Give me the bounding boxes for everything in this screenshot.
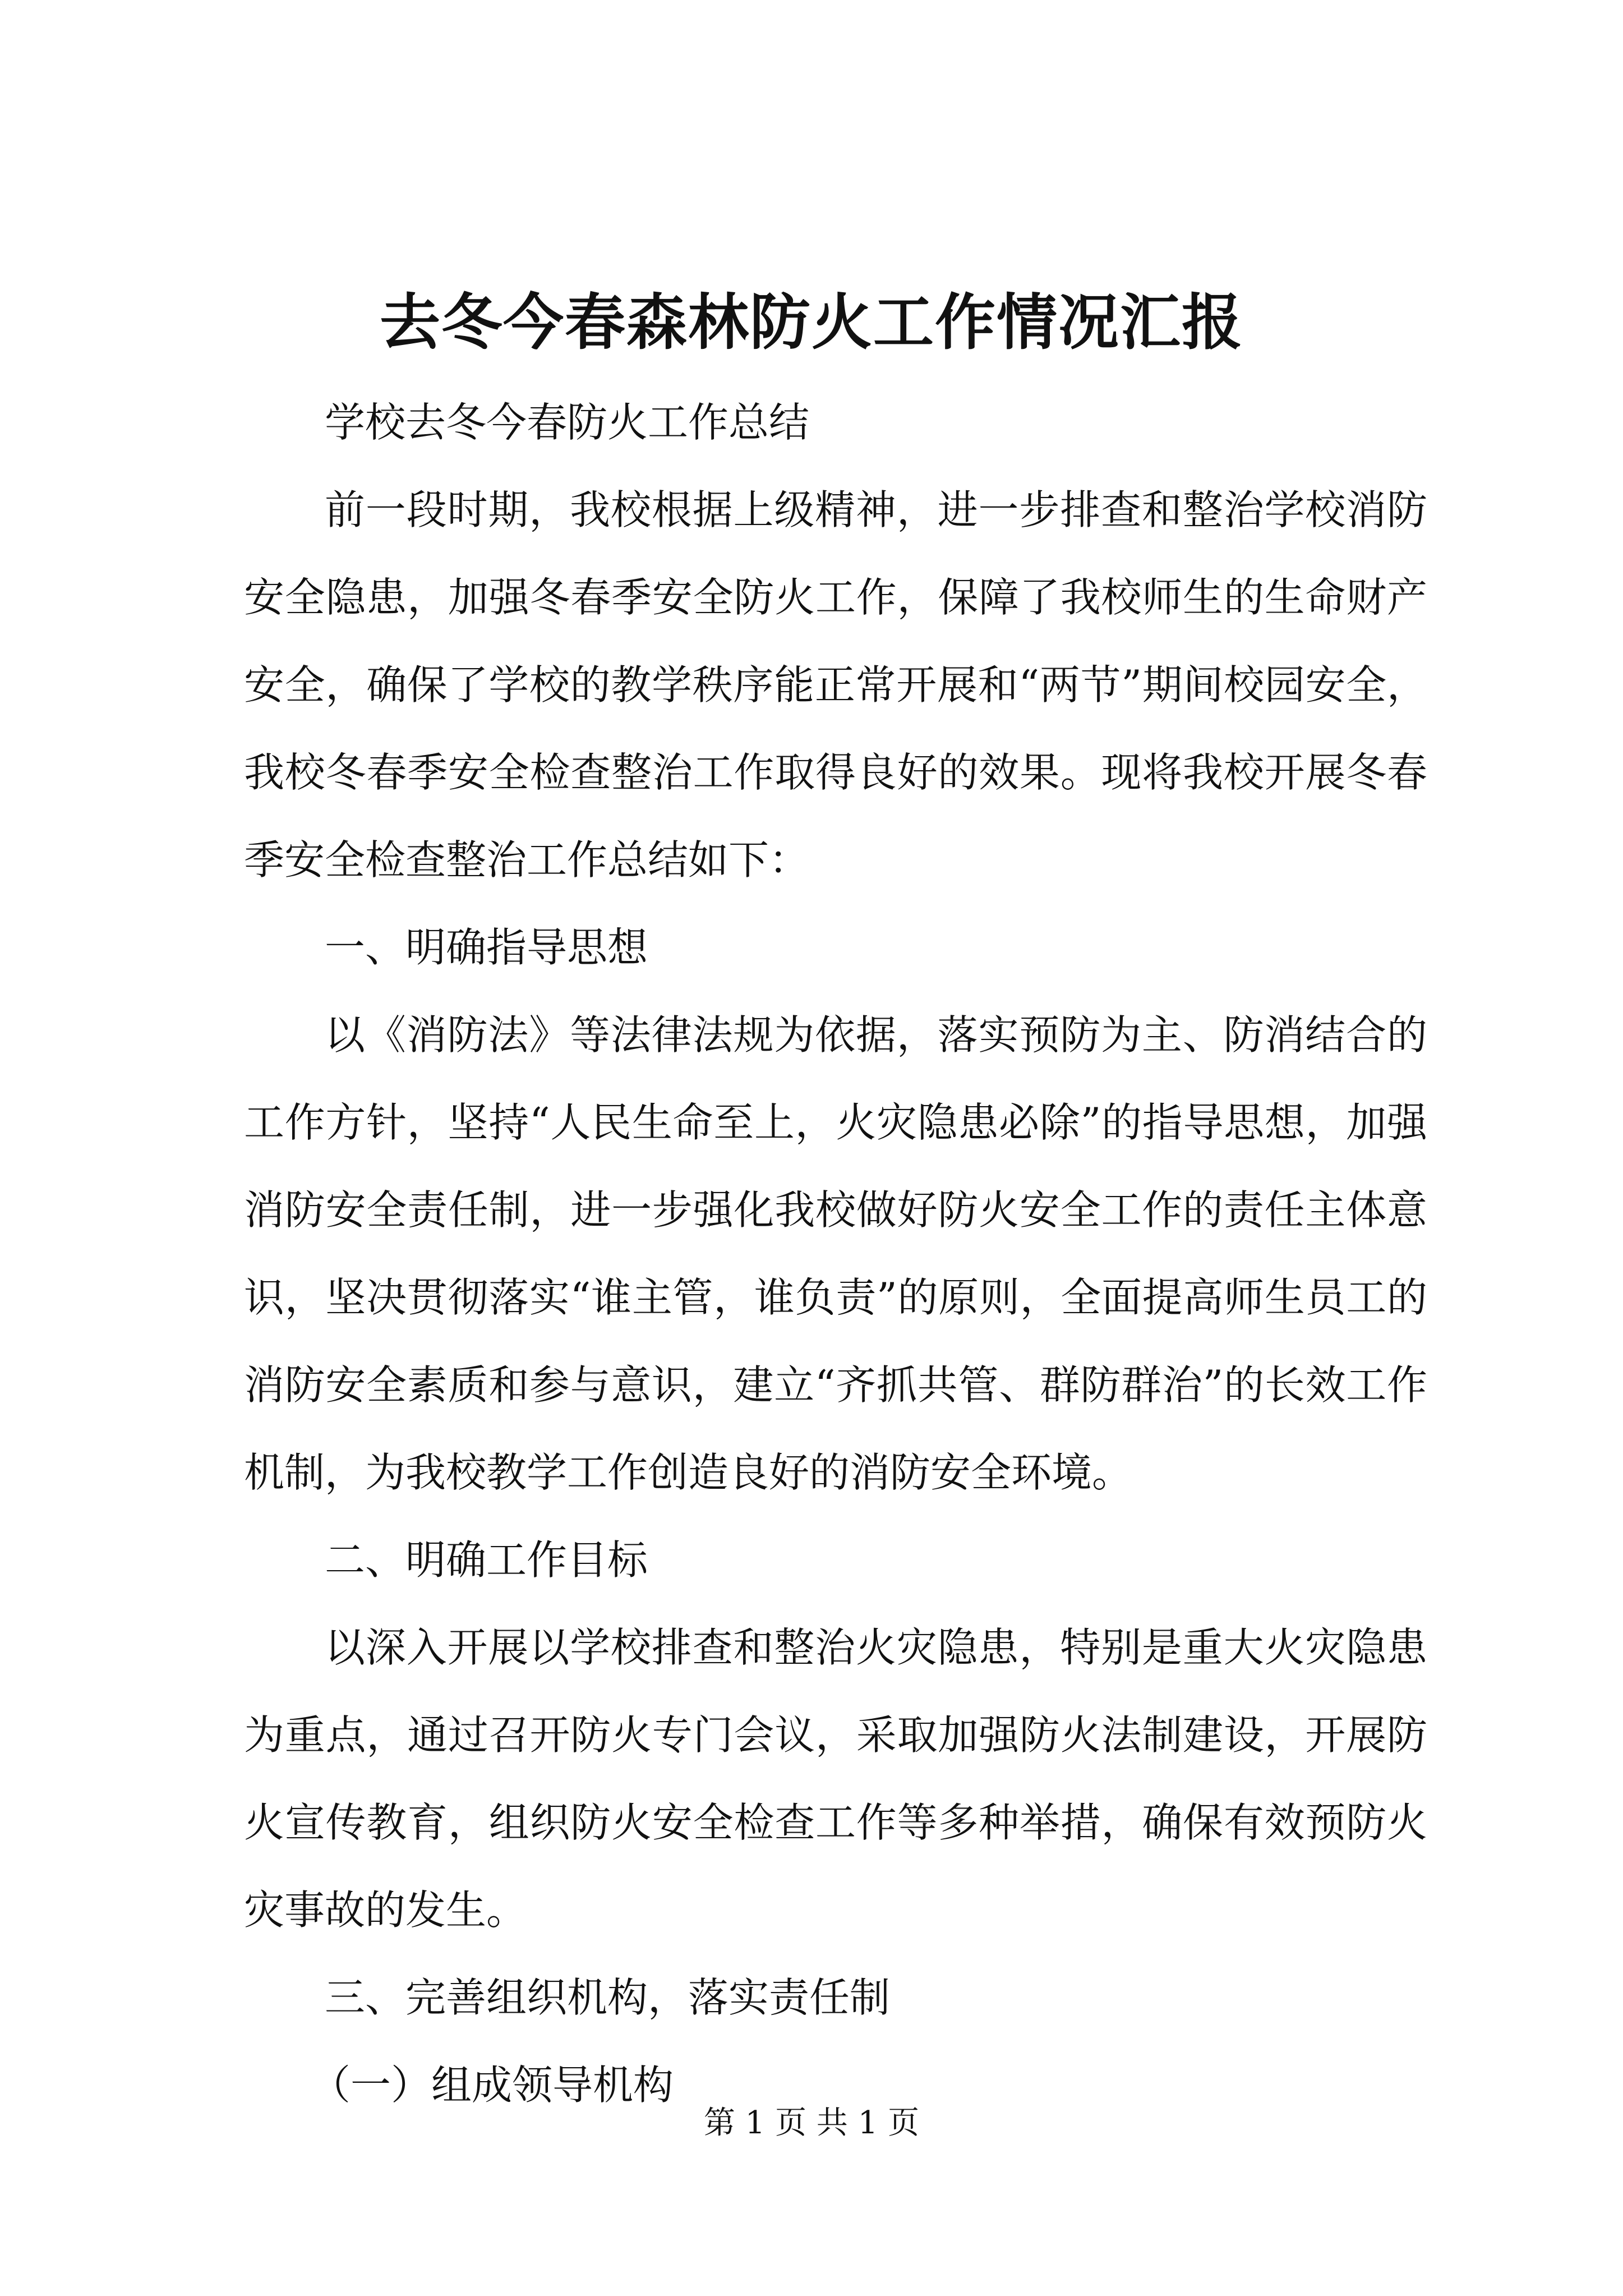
page-number-footer: 第 1 页 共 1 页	[703, 2105, 920, 2141]
paragraph-subtitle: 学校去冬今春防火工作总结	[325, 399, 810, 446]
section-heading-2: 二、明确工作目标	[325, 1536, 648, 1584]
document-title: 去冬今春森林防火工作情况汇报	[379, 287, 1243, 358]
paragraph-guiding-thought: 以《消防法》等法律法规为依据，落实预防为主、防消结合的工作方针，坚持“人民生命至上，火灾隐患必除”的指导思想，加强消防安全责任制，进一步强化我校做好防火安全工作的责任主体意识，坚决贯彻落实“谁主管，谁负责”的原则，全面提高师生员工的消防安全素质和参与意识，建立“齐抓共管、群防群治”的长效工作机制，为我校教学工作创造良好的消防安全环境。	[244, 1011, 1427, 1496]
section-heading-1: 一、明确指导思想	[325, 924, 648, 971]
subsection-heading-1: （一）组成领导机构	[310, 2062, 674, 2109]
section-heading-3: 三、完善组织机构，落实责任制	[325, 1974, 891, 2021]
paragraph-intro: 前一段时期，我校根据上级精神，进一步排查和整治学校消防安全隐患，加强冬春季安全防火工作，保障了我校师生的生命财产安全，确保了学校的教学秩序能正常开展和“两节”期间校园安全，我校冬春季安全检查整治工作取得良好的效果。现将我校开展冬春季安全检查整治工作总结如下：	[244, 486, 1427, 884]
paragraph-work-goal: 以深入开展以学校排查和整治火灾隐患，特别是重大火灾隐患为重点，通过召开防火专门会议，采取加强防火法制建设，开展防火宣传教育，组织防火安全检查工作等多种举措，确保有效预防火灾事故的发生。	[244, 1624, 1427, 1934]
document-body	[244, 379, 1427, 2129]
